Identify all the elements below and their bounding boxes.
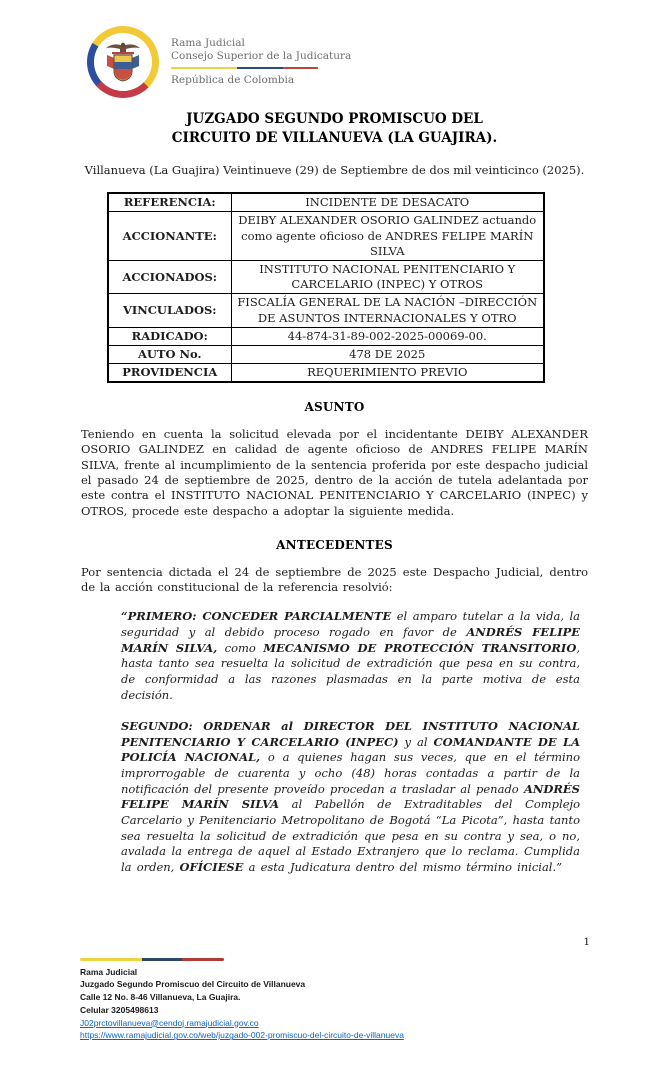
page-number: 1: [583, 936, 590, 948]
table-row: [108, 260, 544, 293]
footer-phone: Celular 3205498613: [80, 1004, 159, 1015]
row-value: INCIDENTE DE DESACATO: [231, 193, 544, 212]
footer-org: Rama Judicial: [80, 966, 138, 977]
tricolor-footer-divider: [80, 958, 224, 961]
quote-segment: , hasta tanto sea resuelta la solicitud de extradición que pesa en su contra, de conformidad a las razones plasmadas en la parte motiva de esta decisión.: [121, 640, 580, 702]
row-label: ACCIONANTE:: [108, 212, 231, 261]
quote-segment: como: [217, 640, 264, 655]
row-label: AUTO No.: [108, 345, 231, 363]
table-row: [108, 294, 544, 327]
section-heading-antecedentes: ANTECEDENTES: [276, 537, 393, 552]
quote-segment: ANDRÉS FELIPE MARÍN SILVA,: [121, 625, 580, 655]
org-country: República de Colombia: [171, 73, 295, 86]
footer-email-link[interactable]: J02prctovillanueva@cendoj.ramajudicial.gov.co: [80, 1017, 259, 1028]
table-row: [108, 327, 544, 345]
coat-of-arms-icon: [87, 26, 159, 98]
case-reference-table: [107, 192, 545, 383]
row-value: FISCALÍA GENERAL DE LA NACIÓN –DIRECCIÓN DE ASUNTOS INTERNACIONALES Y OTRO: [231, 294, 544, 327]
footer-website-link[interactable]: https://www.ramajudicial.gov.co/web/juzgado-002-promiscuo-del-circuito-de-villanueva: [80, 1030, 404, 1041]
antecedentes-intro-paragraph: Por sentencia dictada el 24 de septiembre de 2025 este Despacho Judicial, dentro de la acción constitucional de la referencia resolvió:: [81, 564, 588, 595]
row-value: 44-874-31-89-002-2025-00069-00.: [231, 327, 544, 345]
tricolor-divider: [171, 67, 318, 69]
quote-segundo: [121, 719, 580, 875]
quote-segment: “PRIMERO: CONCEDER PARCIALMENTE: [121, 609, 392, 624]
quote-segment: el amparo tutelar a la vida, la seguridad y al debido proceso rogado en favor de: [121, 609, 581, 640]
row-value: REQUERIMIENTO PREVIO: [231, 364, 544, 383]
quote-segment: SEGUNDO: ORDENAR al DIRECTOR DEL INSTITUTO NACIONAL PENITENCIARIO Y CARCELARIO (INPEC): [121, 719, 580, 749]
table-row: [108, 364, 544, 383]
table-row: [108, 212, 544, 261]
row-value: DEIBY ALEXANDER OSORIO GALINDEZ actuando como agente oficioso de ANDRES FELIPE MARÍN SILVA: [231, 212, 544, 261]
footer-court: Juzgado Segundo Promiscuo del Circuito de Villanueva: [80, 979, 306, 990]
page-title: JUZGADO SEGUNDO PROMISCUO DEL CIRCUITO DE VILLANUEVA (LA GUAJIRA).: [171, 111, 498, 146]
table-row: [108, 345, 544, 363]
quote-segment: OFÍCIESE: [179, 859, 244, 874]
quote-segment: a esta Judicatura dentro del mismo término inicial.”: [243, 859, 563, 874]
letterhead-text: [171, 37, 351, 88]
org-name: Rama Judicial: [171, 36, 245, 49]
quote-segment: al Pabellón de Extraditables del Complejo Carcelario y Penitenciario Metropolitano de Bogotá “La Picota”, hasta tanto sea resuelta la solicitud de extradición que pesa en su contra y sea, o no, avalada la entrega de aquel al Estado Extranjero que lo reclama. Cumplida la orden,: [121, 797, 580, 874]
row-label: RADICADO:: [108, 327, 231, 345]
quote-primero: [121, 609, 580, 703]
footer: [80, 958, 404, 1043]
row-label: ACCIONADOS:: [108, 260, 231, 293]
section-heading-asunto: ASUNTO: [304, 400, 365, 415]
org-division: Consejo Superior de la Judicatura: [171, 50, 352, 63]
colombia-crest-graphic: [102, 39, 144, 85]
quote-segment: ANDRÉS FELIPE MARÍN SILVA: [121, 781, 580, 812]
letterhead: [87, 26, 588, 98]
quote-segment: MECANISMO DE PROTECCIÓN TRANSITORIO: [263, 640, 577, 655]
row-value: INSTITUTO NACIONAL PENITENCIARIO Y CARCELARIO (INPEC) Y OTROS: [231, 260, 544, 293]
table-row: [108, 193, 544, 212]
row-label: REFERENCIA:: [108, 193, 231, 212]
footer-address: Calle 12 No. 8-46 Villanueva, La Guajira.: [80, 992, 241, 1002]
quote-segment: y al: [398, 734, 434, 749]
dateline: Villanueva (La Guajira) Veintinueve (29) de Septiembre de dos mil veinticinco (2025).: [84, 162, 585, 177]
quote-segment: o a quienes hagan sus veces, que en el término improrrogable de cuarenta y ocho (48) horas contadas a partir de la notificación del presente proveído procedan a trasladar al penado: [121, 750, 580, 796]
row-label: PROVIDENCIA: [108, 364, 231, 383]
row-value: 478 DE 2025: [231, 345, 544, 363]
asunto-paragraph: Teniendo en cuenta la solicitud elevada por el incidentante DEIBY ALEXANDER OSORIO GALINDEZ en calidad de agente oficioso de ANDRES FELIPE MARÍN SILVA, frente al incumplimiento de la sentencia proferida por este despacho judicial el pasado 24 de septiembre de 2025, dentro de la acción de tutela adelantada por este contra el INSTITUTO NACIONAL PENITENCIARIO Y CARCELARIO (INPEC) y OTROS, procede este despacho a adoptar la siguiente medida.: [81, 427, 588, 518]
row-label: VINCULADOS:: [108, 294, 231, 327]
quote-segment: COMANDANTE DE LA POLICÍA NACIONAL,: [121, 734, 580, 765]
